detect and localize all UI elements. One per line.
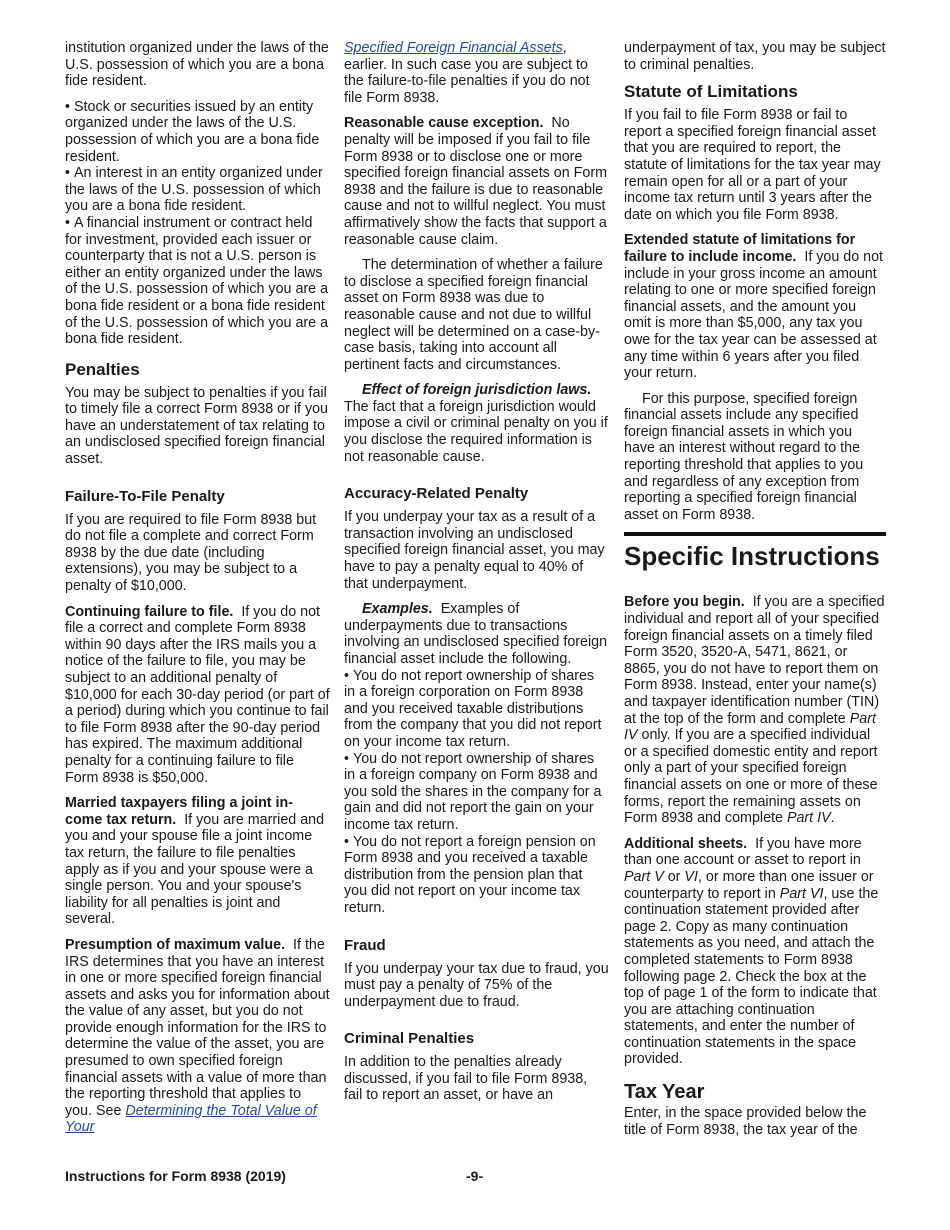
column-left [65, 40, 330, 1145]
paragraph-text: Examples of underpayments due to transactions involving an undisclosed specified foreign financial asset include the following. [344, 601, 608, 667]
list-item: • You do not report ownership of shares in a foreign company on Form 8938 and you sold the shares in the company for a gain and did not report the gain on your income tax return. [344, 751, 609, 834]
paragraph-text: , or more than one issuer or counterparty to report in [624, 868, 874, 902]
run-in-heading: Examples. [362, 601, 433, 618]
run-in-heading: Continuing failure to file. [65, 603, 234, 620]
link-specified-assets[interactable]: Specified Foreign Financial Assets [344, 40, 563, 56]
part-reference: Part V [624, 868, 664, 885]
list-item: • A financial instrument or contract held for investment, provided each issuer or counterparty that is not a U.S. person is either an entity organized under the laws of the U.S. possession of which you are a bona fide resident or a bona fide resident of the U.S. possession of which you are a bona fide resident. [65, 215, 330, 348]
paragraph-text: If you do not file a correct and complete Form 8938 within 90 days after the IRS mails you a notice of the failure to file, you may be subject to an additional penalty of $10,000 for each 30-day period (or part of a period) during which you continue to fail to file Form 8938 after the 90-day period has expired. The maximum additional penalty for a continuing failure to file Form 8938 is $50,000. [65, 603, 330, 786]
heading-specific-instructions: Specific Instructions [624, 532, 886, 572]
list-item: • Stock or securities issued by an entity organized under the laws of the U.S. possession of which you are a bona fide resident. [65, 99, 330, 165]
run-in-heading: Effect of foreign jurisdiction laws. [362, 382, 592, 399]
paragraph-text: , use the continuation statement provided after page 2. Copy as many continuation statements as you need, and attach the completed statements to Form 8938 following page 2. Check the box at the top of page 1 of the form to indicate that you are attaching continuation statements, and enter the number of continuation statements in the space provided. [624, 885, 879, 1068]
run-in-heading: Extended statute of limitations for failure to include income. [624, 232, 856, 265]
part-reference: Part IV [786, 810, 831, 827]
paragraph-determination: The determination of whether a failure to disclose a specified foreign financial asset on Form 8938 was due to reasonable cause and not due to willful neglect will be determined on a case-by-case basis, taking into account all pertinent facts and circumstances. [344, 257, 603, 373]
paragraph-text: or [667, 868, 681, 885]
paragraph-effect [344, 382, 609, 465]
list-item: • You do not report a foreign pension on Form 8938 and you received a taxable distribution from the pension plan that you did not report on your income tax return. [344, 834, 609, 917]
paragraph-failure-to-file: If you are required to file Form 8938 but do not file a complete and correct Form 8938 by the due date (including extensions), you may be subject to a penalty of $10,000. [65, 511, 317, 595]
paragraph-presumption [65, 937, 330, 1136]
paragraph-penalties: You may be subject to penalties if you fail to timely file a correct Form 8938 or if you have an understatement of tax relating to an undisclosed specified foreign financial asset. [65, 384, 328, 468]
heading-statute: Statute of Limitations [624, 82, 798, 102]
paragraph-text: No penalty will be imposed if you fail to file Form 8938 or to disclose one or more specified foreign financial assets on Form 8938 and the failure is due to reasonable cause and not to willful neglect. You must affirmatively show the facts that support a reasonable cause claim. [344, 115, 608, 248]
paragraph-text: only. If you are a specified individual or a specified domestic entity and report only a part of your specified foreign financial assets on one or more of these forms, report the remaining assets on Form 8938 and complete [624, 727, 878, 827]
paragraph-text: If the IRS determines that you have an interest in one or more specified foreign financial assets and asks you for information about the value of any asset, but you do not provide enough information for the IRS to determine the value of the asset, you are presumed to own specified foreign financial assets with a value of more than the reporting threshold that applies to you. See [65, 936, 330, 1119]
heading-failure-to-file: Failure-To-File Penalty [65, 487, 225, 505]
paragraph-text: If you are a specified individual and report all of your specified foreign financial assets on a timely filed Form 3520, 3520-A, 5471, 8621, or 8865, you do not have to report them on Form 8938. Instead, enter your name(s) and taxpayer identification number (TIN) at the top of the form and complete [624, 594, 885, 727]
paragraph-continued: underpayment of tax, you may be subject to criminal penalties. [624, 40, 886, 73]
part-reference: Part IV [624, 710, 876, 744]
paragraph-accuracy: If you underpay your tax as a result of a transaction involving an undisclosed specified foreign financial asset, you may have to pay a penalty equal to 40% of that underpayment. [344, 509, 605, 592]
heading-fraud: Fraud [344, 936, 386, 954]
paragraph-text: , earlier. In such case you are subject to the failure-to-file penalties if you do not file Form 8938. [344, 40, 590, 106]
paragraph-statute: If you fail to file Form 8938 or fail to report a specified foreign financial asset that you are required to report, the statute of limitations for the tax year may remain open for all or a part of your income tax return until 3 years after the date on which you file Form 8938. [624, 107, 881, 223]
part-reference: Part VI [779, 885, 824, 902]
paragraph-examples [344, 601, 609, 667]
heading-criminal: Criminal Penalties [344, 1030, 475, 1048]
list-item: • You do not report ownership of shares in a foreign corporation on Form 8938 and you received taxable distributions from the company that you did not report on your income tax return. [344, 668, 609, 751]
paragraph-before-you-begin: Before you begin. If you are a specified individual and report all of your specified foreign financial assets on a timely filed Form 3520, 3520-A, 5471, 8621, or 8865, you do not have to report them on Form 8938. Instead, enter your name(s) and taxpayer identification number (TIN) at the top of the form and complete Part IV only. If you are a specified individual or a specified domestic entity and report only a part of your specified foreign financial assets on one or more of these forms, report the remaining assets on Form 8938 and complete Part IV. [624, 594, 885, 827]
footer-title: Instructions for Form 8938 (2019) [65, 1168, 286, 1184]
paragraph-fraud: If you underpay your tax due to fraud, you must pay a penalty of 75% of the underpayment due to fraud. [344, 960, 609, 1010]
paragraph-purpose: For this purpose, specified foreign financial assets include any specified foreign financial assets in which you have an interest without regard to the reporting threshold that applies to you and regardless of any exception from reporting a specified foreign financial asset on Form 8938. [624, 390, 864, 523]
paragraph-text: If you are married and you and your spouse file a joint income tax return, the failure to file penalties apply as if you and your spouse were a single person. You and your spouse's liability for all penalties is joint and several. [65, 811, 325, 928]
paragraph-continued [344, 40, 609, 106]
paragraph-extended [624, 232, 886, 381]
paragraph-text: The fact that a foreign jurisdiction would impose a civil or criminal penalty on you if you disclose the required information is not reasonable cause. [344, 398, 608, 465]
paragraph-tax-year: Enter, in the space provided below the title of Form 8938, the tax year of the [624, 1105, 867, 1138]
heading-penalties: Penalties [65, 359, 140, 379]
run-in-heading: Additional sheets. [624, 835, 748, 852]
column-right [624, 40, 886, 1147]
paragraph-reasonable-cause [344, 115, 609, 248]
part-reference: VI [684, 868, 698, 885]
paragraph-continuing-failure [65, 604, 330, 787]
column-middle [344, 40, 609, 1113]
paragraph-continued: institution organized under the laws of the U.S. possession of which you are a bona fide resident. [65, 40, 329, 90]
run-in-heading: Before you begin. [624, 594, 745, 611]
link-total-value[interactable]: Determining the Total Value of Your [65, 1102, 317, 1136]
run-in-heading: Presumption of maximum value. [65, 936, 286, 953]
paragraph-text: If you have more than one account or asset to report in [624, 835, 862, 869]
paragraph-criminal: In addition to the penalties already discussed, if you fail to file Form 8938, fail to report an asset, or have an [344, 1054, 588, 1104]
paragraph-text: If you do not include in your gross income an amount relating to one or more specified foreign financial assets, and the amount you omit is more than $5,000, any tax you owe for the tax year can be assessed at any time within 6 years after you filed your return. [624, 248, 884, 382]
paragraph-married [65, 795, 330, 928]
list-item: • An interest in an entity organized under the laws of the U.S. possession of which you are a bona fide resident. [65, 165, 330, 215]
run-in-heading: Married taxpayers filing a joint in-come tax return. [65, 795, 294, 828]
paragraph-additional-sheets [624, 836, 886, 1068]
heading-tax-year: Tax Year [624, 1081, 705, 1104]
run-in-heading: Reasonable cause exception. [344, 115, 544, 132]
heading-accuracy: Accuracy-Related Penalty [344, 485, 529, 503]
page-number: -9- [466, 1168, 484, 1184]
